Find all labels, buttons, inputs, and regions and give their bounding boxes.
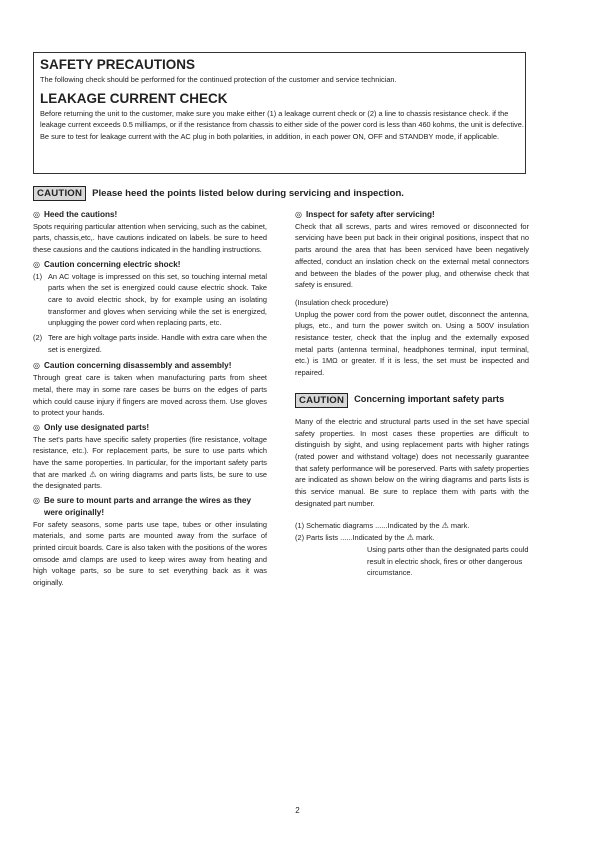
- safety-intro: The following check should be performed for the continued protection of the customer and service technician.: [40, 75, 397, 84]
- section-electric-shock: ◎ Caution concerning electric shock!: [33, 259, 181, 269]
- right-column: [295, 207, 529, 579]
- section-disassembly: ◎ Caution concerning disassembly and assembly!: [33, 361, 232, 371]
- disassembly-text: Through great care is taken when manufacturing parts from sheet metal, there may in some rare cases be burrs on the edges of parts which could cause injury if fingers are moved across them. Use gloves to protect your hands.: [33, 373, 267, 418]
- section-heed-cautions: ◎ Heed the cautions!: [33, 210, 118, 219]
- section-inspect-safety: ◎ Inspect for safety after servicing!: [295, 210, 435, 219]
- warning-triangle-icon: ⚠: [406, 533, 414, 543]
- double-circle-icon: ◎: [295, 210, 303, 219]
- parts-lists-note: Using parts other than the designated parts could result in electric shock, fires or other dangerous circumstance.: [367, 544, 529, 578]
- double-circle-icon: ◎: [33, 210, 41, 219]
- list-item-schematic: (1) Schematic diagrams ......Indicated by the ⚠ mark.: [295, 521, 470, 531]
- inspect-safety-text: Check that all screws, parts and wires removed or disconnected for servicing have been put back in their original positions, inspect that no parts around the area that has been serviced have been negatively affected, conduct an inslation check on the external metal connectors and between the blades of the power plug, and otherwise check that safety is ensured.: [295, 221, 529, 290]
- important-parts-text: Many of the electric and structural parts used in the set have special safety properties. In most cases these properties are difficult to distinguish by sight, and using replacement parts with higher ratings (rated power and withstand voltage) does not necessarily guarantee that safety performance will be poreserved. Parts with safety properties are indicated as shown below on the wiring diagrams and parts lists is this service manual. Be sure to replace them with parts with the designated part number.: [295, 416, 529, 508]
- warning-triangle-icon: ⚠: [441, 521, 449, 531]
- list-item: (2) Tere are high voltage parts inside. Handle with extra care when the set is energized.: [33, 333, 267, 354]
- caution-heading-row: [33, 186, 533, 201]
- important-parts-title: Concerning important safety parts: [354, 393, 505, 404]
- safety-box: [33, 52, 526, 174]
- title-leakage-check: LEAKAGE CURRENT CHECK: [40, 90, 228, 106]
- double-circle-icon: ◎: [33, 361, 41, 371]
- list-item-parts-lists: (2) Parts lists ......Indicated by the ⚠ mark.: [295, 533, 435, 543]
- caution-heading: Please heed the points listed below during servicing and inspection.: [92, 188, 404, 199]
- leakage-paragraph-1: Before returning the unit to the customer, make sure you make either (1) a leakage current check or (2) a line to chassis resistance check. if the leakage current exceeds 0.5 milliamps, or if the resistance from chassis to either side of the power cord is less than 460 kohms, the unit is defective.: [40, 108, 524, 130]
- double-circle-icon: ◎: [33, 422, 41, 432]
- leakage-paragraph-2: Be sure to test for leakage current with the AC plug in both polarities, in addition, in each power ON, OFF and STANDBY mode, if applicable.: [40, 131, 500, 141]
- section-mount-parts: ◎ Be sure to mount parts and arrange the wires as they were originally!: [33, 496, 252, 517]
- caution-important-parts: [295, 393, 529, 408]
- mount-parts-text: For safety seasons, some parts use tape, tubes or other insulating materials, and some parts are mounted away from the surface of printed circuit boards. Care is also taken with the positions of the wores omsode amd clamps are used to keep wires away from heating and high voltage parts, so be sure to set everything back as it was originally.: [33, 519, 267, 588]
- heed-cautions-text: Spots requiring particular attention when servicing, such as the cabinet, parts, chassis,etc,. have cautions indicated on labels. be sure to heed these causions and the cautions indicated in the handling instructions.: [33, 221, 267, 255]
- title-safety-precautions: SAFETY PRECAUTIONS: [40, 57, 196, 72]
- caution-badge: CAUTION: [295, 393, 348, 408]
- double-circle-icon: ◎: [33, 259, 41, 269]
- insulation-text: Unplug the power cord from the power outlet, disconnect the antenna, plugs, etc., and turn the power switch on. Using a 500V insulation resistance tester, check that the inplug and the externally exposed metal parts (antenna terminal, headphones terminal, input terminal, etc.) is 1MΩ or greater. If it is less, the set must be inspected and repaired.: [295, 309, 529, 378]
- insulation-subheading: (Insulation check procedure): [295, 297, 389, 307]
- caution-badge: CAUTION: [33, 186, 86, 201]
- warning-triangle-icon: ⚠: [89, 469, 97, 479]
- left-column: [33, 207, 267, 592]
- section-designated-parts: ◎ Only use designated parts!: [33, 422, 150, 432]
- page-number: 2: [295, 806, 300, 815]
- double-circle-icon: ◎: [33, 496, 41, 506]
- designated-parts-text: The set's parts have specific safety properties (fire resistance, voltage resistance, etc.). For replacement parts, be sure to use parts which have the same poroperties. In particular, for the important safety parts that are marked ⚠ on wiring diagrams and parts lists, be sure to use the designated parts.: [33, 434, 268, 491]
- list-item: (1) An AC voltage is impressed on this set, so touching internal metal parts when the set is energized could cause electric shock. Take care to avoid electric shock, by for example using an isolating transformer and gloves when servicing while the set is energized, unplugging the power cord when replacing parts, etc.: [33, 271, 267, 328]
